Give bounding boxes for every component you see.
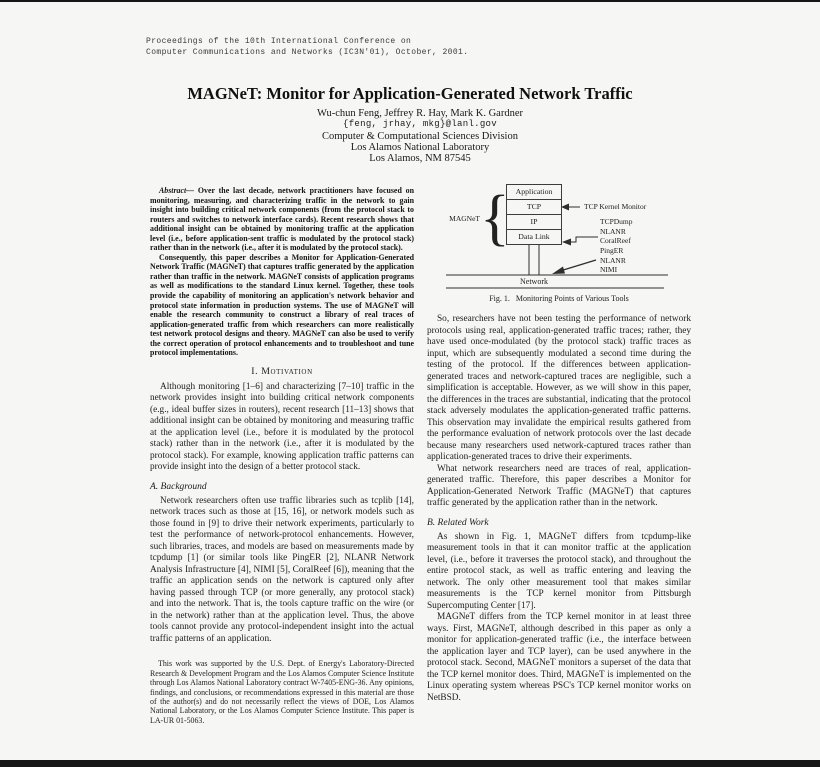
affiliation-laboratory: Los Alamos National Laboratory <box>350 142 490 154</box>
left-column <box>150 186 414 725</box>
related-work-paragraph-2: MAGNeT differs from the TCP kernel monitor in at least three ways. First, MAGNeT, although described in this paper as only a monitor for application-generated traffic (i.e., the interface between the application layer and TCP layer), can be used anywhere in the protocol stack. Second, MAGNeT monitors a superset of the data that the TCP kernel monitor does. Third, MAGNeT is implemented on the Linux operating system whereas PSC's TCP kernel monitor works on NetBSD. <box>427 612 691 703</box>
subsection-heading-related-work: B. Related Work <box>427 517 489 528</box>
support-footnote: This work was supported by the U.S. Dept. of Energy's Laboratory-Directed Research & Development Program and the Los Alamos Computer Science Institute through Los Alamos National Laboratory contract W-7405-ENG-36. Any opinions, findings, and conclusions, or recommendations expressed in this material are those of the author(s) and do not necessarily reflect the views of DOE, Los Alamos National Laboratory, or the Los Alamos Computer Science Institute. This paper is LA-UR 01-5063. <box>150 659 414 725</box>
tool-nimi: NIMI <box>600 265 618 274</box>
abstract-text-1: Over the last decade, network practitioners have focused on monitoring, measuring, and characterizing traffic in the network to gain insight into building critical network components (from the protocol stack to routers and switches to network interface cards). Recent research shows that additional insight can be obtained by monitoring traffic at the application level (i.e., before application-sent traffic is modulated by the protocol stack) rather than in the network (i.e., after it is modulated by the protocol stack). <box>150 186 414 253</box>
tool-tcpdump: TCPDump <box>600 217 633 226</box>
abstract-paragraph-2: Consequently, this paper describes a Monitor for Application-Generated Network Traffic (MAGNeT) that captures traffic generated by the application rather than traffic in the network. MAGNeT consists of application programs as well as modifications to the standard Linux kernel. Together, these tools provide the capability of monitoring an application's network behavior and protocol state information in production systems. The use of MAGNeT will enable the research community to construct a library of real traces of application-generated traffic from which researchers can more realistically test network protocol designs and theory. MAGNeT can also be used to verify the correct operation of protocol enhancements and to troubleshoot and tune protocol implementations. <box>150 252 414 358</box>
affiliation-division: Computer & Computational Sciences Division <box>322 130 518 142</box>
figure-1-caption-label: Fig. 1. <box>489 294 510 303</box>
paper-title: MAGNeT: Monitor for Application-Generated Network Traffic <box>187 84 633 103</box>
tool-nlanr: NLANR <box>600 226 626 236</box>
background-paragraph-1: Network researchers often use traffic libraries such as tcplib [14], network traces such as those at [15, 16], or network models such as those found in [9] to drive their network experiments, particularly to test the performance of network-protocol enhancements. However, such libraries, traces, and models are based on measurements made by tcpdump [1] (or similar tools like PingER [2], NLANR Network Analysis Infrastructure [4], NIMI [5], CoralReef [6]), meaning that the traffic an application sends on the network is captured only after having passed through TCP (or more generally, any protocol stack) and into the network. That is, the tools capture traffic on the wire (or in the network) rather than at the application level. Thus, the above tools cannot provide any protocol-independent insight into the actual traffic patterns of an application. <box>150 495 414 644</box>
related-work-paragraph-1: As shown in Fig. 1, MAGNeT differs from tcpdump-like measurement tools in that it can monitor traffic at the application level, (i.e., before it traverses the protocol stack), and throughout the entire protocol stack, as well as traffic entering and leaving the network. The only other measurement tool that makes similar measurements is the TCP kernel monitor from Pittsburgh Supercomputing Center [17]. <box>427 531 691 611</box>
figure-1-caption <box>427 294 691 303</box>
abstract-paragraph-1 <box>150 186 414 253</box>
datalink-tools-labels <box>600 217 633 246</box>
background-paragraph-2: So, researchers have not been testing the performance of network protocols using real, application-generated traffic traces; rather, they have used once-modulated (by the protocol stack) traffic traces as input, which are subsequently modulated a second time during the testing of the protocol. If the differences between application-generated traces and network-captured traces are negligible, such a simplification is acceptable. However, as we will show in this paper, the differences in the traces are substantial, indicating that the protocol stack adversely modulates the application-generated traffic patterns. This observation may invalidate the empirical results gathered from the performance evaluation of network protocols over the last decade because many researchers used network-captured traces rather than application-generated traces to drive their experiments. <box>427 314 691 462</box>
stack-box-tcp: TCP <box>506 199 562 215</box>
right-column <box>427 314 691 704</box>
stack-box-ip: IP <box>506 214 562 230</box>
tool-pinger: PingER <box>600 246 624 255</box>
motivation-paragraph: Although monitoring [1–6] and characterizing [7–10] traffic in the network provides insight into building critical network components (e.g., ideal buffer sizes in routers), recent research [11–13] shows that additional insight can be obtained by monitoring and measuring traffic at the application level (i.e., before it is modulated by the protocol stack) rather than in the network (i.e., after it is modulated by the protocol stack). For example, knowing application traffic patterns can provide insight into the design of a better protocol stack. <box>150 381 414 473</box>
network-label: Network <box>520 277 548 286</box>
author-block <box>160 108 680 165</box>
proceedings-note-line1: Proceedings of the 10th International Conference on <box>146 37 412 46</box>
subsection-heading-background: A. Background <box>150 481 207 492</box>
figure-1-caption-text: Monitoring Points of Various Tools <box>515 294 629 303</box>
magnet-label: MAGNeT <box>449 214 480 223</box>
tool-nlanr-2: NLANR <box>600 255 626 265</box>
stack-box-datalink: Data Link <box>506 229 562 245</box>
abstract-label: Abstract— <box>159 186 195 195</box>
affiliation-location: Los Alamos, NM 87545 <box>369 153 471 165</box>
proceedings-note <box>146 36 468 58</box>
tcp-kernel-monitor-label: TCP Kernel Monitor <box>584 202 647 211</box>
section-heading-motivation: I. Motivation <box>251 365 313 377</box>
background-paragraph-3: What network researchers need are traces of real, application-generated traffic. Therefore, this paper describes a Monitor for Application-Generated Network Traffic (MAGNeT) that captures traffic generated by the application rather than in the network. <box>427 463 691 508</box>
scan-edge-top <box>0 0 820 2</box>
magnet-brace: { <box>480 184 510 252</box>
author-emails: {feng, jrhay, mkg}@lanl.gov <box>343 119 497 130</box>
proceedings-note-line2: Computer Communications and Networks (IC3N'01), October, 2001. <box>146 48 469 57</box>
authors: Wu-chun Feng, Jeffrey R. Hay, Mark K. Gardner <box>316 108 524 119</box>
figure-1 <box>428 180 692 295</box>
network-tools-labels <box>600 246 626 275</box>
stack-box-application: Application <box>506 184 562 200</box>
tool-coralreef: CoralReef <box>600 236 631 245</box>
scan-edge-bottom <box>0 760 820 767</box>
